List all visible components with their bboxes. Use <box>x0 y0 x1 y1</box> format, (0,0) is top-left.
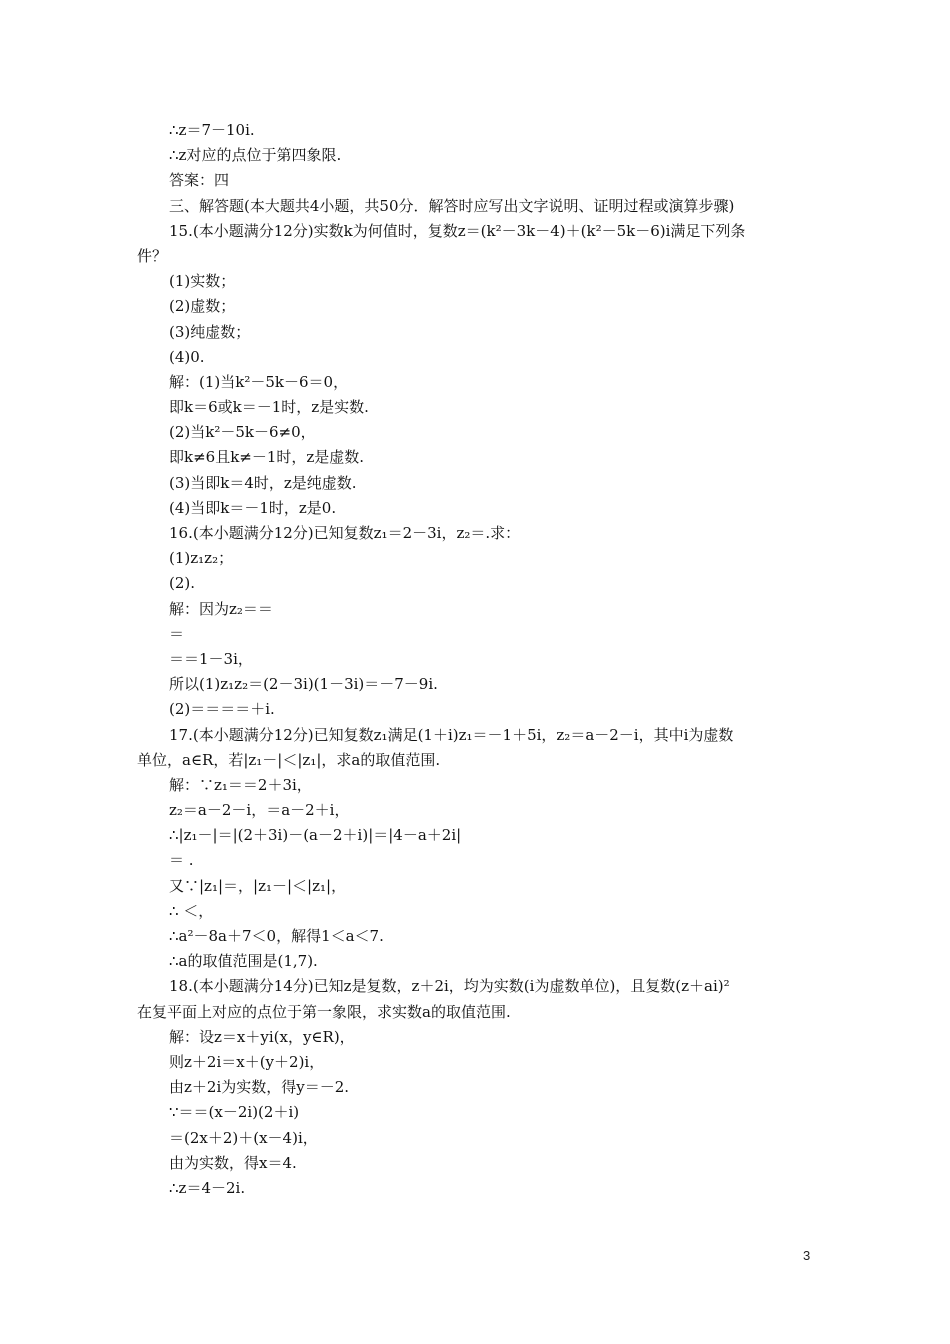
text-line: 解：(1)当k²－5k－6＝0， <box>169 372 349 391</box>
text-line: ＝＝1－3i， <box>169 649 253 668</box>
text-line: (3)当即k＝4时，z是纯虚数. <box>169 473 357 492</box>
text-line: 三、解答题(本大题共4小题，共50分．解答时应写出文字说明、证明过程或演算步骤) <box>169 196 735 215</box>
text-line: (1)z₁z₂； <box>169 549 234 568</box>
text-line: (4)0. <box>169 347 205 366</box>
text-line: (2)虚数； <box>169 297 236 316</box>
page-number: 3 <box>803 1248 811 1263</box>
text-line: 解：因为z₂＝＝ <box>169 599 273 618</box>
text-line: (2). <box>169 574 196 593</box>
text-line: ∴z对应的点位于第四象限. <box>169 146 342 165</box>
text-line: ∴a的取值范围是(1,7). <box>169 952 318 971</box>
text-line: ∴z＝7－10i. <box>169 121 255 139</box>
text-line: 由为实数，得x＝4. <box>169 1153 297 1172</box>
text-line: ＝ . <box>169 851 194 870</box>
text-line: 即k＝6或k＝－1时，z是实数. <box>169 398 369 417</box>
text-line: 16.(本小题满分12分)已知复数z₁＝2－3i，z₂＝.求： <box>169 524 521 542</box>
text-line: 解：∵z₁＝＝2＋3i， <box>169 775 312 794</box>
text-line: (2)＝＝＝＝＋i. <box>169 700 275 719</box>
text-line: ＝(2x＋2)＋(x－4)i， <box>169 1128 318 1147</box>
text-line: 单位，a∈R，若|z₁－|＜|z₁|，求a的取值范围. <box>137 750 441 769</box>
text-line: 18.(本小题满分14分)已知z是复数，z＋2i，均为实数(i为虚数单位)，且复数(z＋ai)² <box>169 977 730 996</box>
text-line: ∴z＝4－2i. <box>169 1178 246 1197</box>
text-line: 解：设z＝x＋yi(x，y∈R)， <box>169 1027 355 1046</box>
text-line: (4)当即k＝－1时，z是0. <box>169 498 337 517</box>
text-line: 则z＋2i＝x＋(y＋2)i， <box>169 1052 325 1071</box>
text-line: 在复平面上对应的点位于第一象限，求实数a的取值范围. <box>137 1002 511 1021</box>
text-line: 答案：四 <box>169 171 230 190</box>
text-line: (1)实数； <box>169 272 236 291</box>
document-body <box>137 118 817 1201</box>
text-line: 又∵|z₁|＝，|z₁－|＜|z₁|， <box>169 876 347 895</box>
text-line: 件？ <box>137 246 168 265</box>
text-line: 由z＋2i为实数，得y＝－2. <box>169 1078 350 1097</box>
text-line: ∴a²－8a＋7＜0，解得1＜a＜7. <box>169 927 384 945</box>
text-line: (3)纯虚数； <box>169 322 251 341</box>
text-line: ∴|z₁－|＝|(2＋3i)－(a－2＋i)|＝|4－a＋2i| <box>169 826 462 845</box>
text-line: 17.(本小题满分12分)已知复数z₁满足(1＋i)z₁＝－1＋5i，z₂＝a－2－i，其中i为虚数 <box>169 725 734 744</box>
text-line: (2)当k²－5k－6≠0， <box>169 423 316 442</box>
text-line: 15.(本小题满分12分)实数k为何值时，复数z＝(k²－3k－4)＋(k²－5k－6)i满足下列条 <box>169 221 746 240</box>
text-line: z₂＝a－2－i，＝a－2＋i， <box>169 801 350 820</box>
text-line: ∴ ＜， <box>169 901 214 920</box>
text-line: ＝ <box>169 624 185 643</box>
text-line: 即k≠6且k≠－1时，z是虚数. <box>169 448 365 467</box>
text-line: ∵＝＝(x－2i)(2＋i) <box>169 1103 300 1122</box>
text-line: 所以(1)z₁z₂＝(2－3i)(1－3i)＝－7－9i. <box>169 675 438 694</box>
